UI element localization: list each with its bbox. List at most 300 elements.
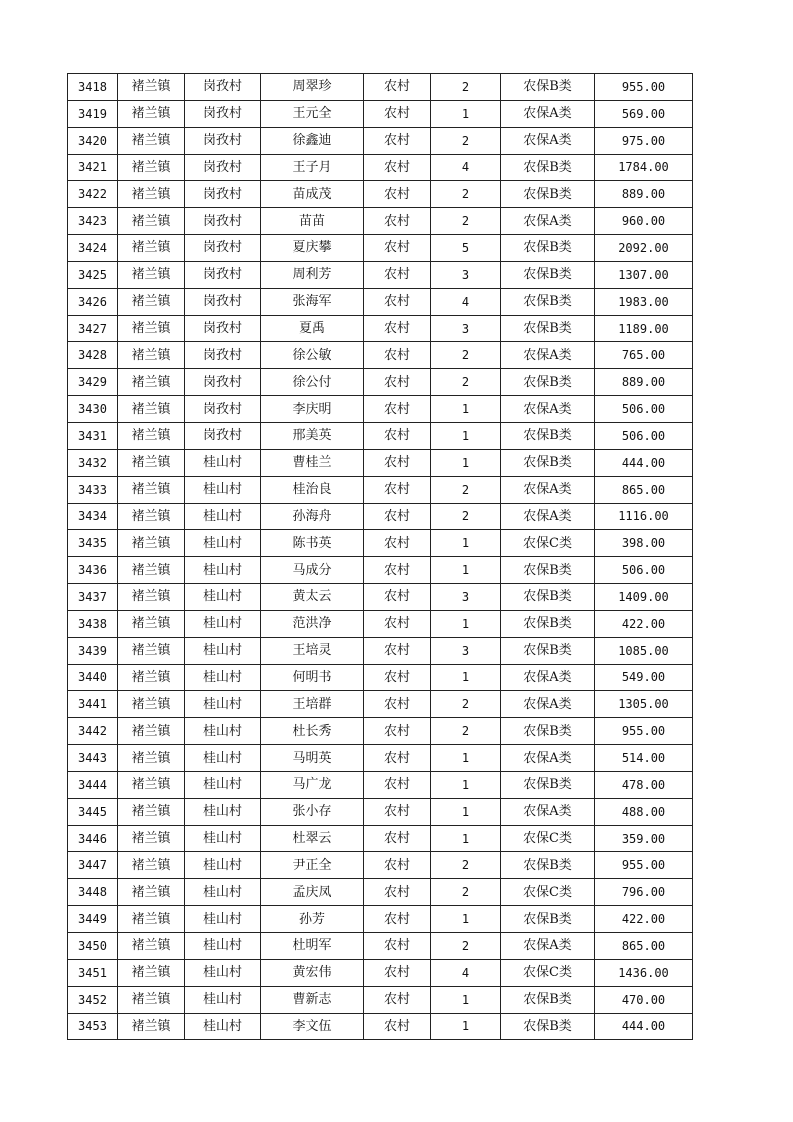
village-cell: 岗孜村 (185, 127, 261, 154)
insurance-category-cell: 农保B类 (501, 1013, 595, 1040)
insurance-category-cell: 农保C类 (501, 879, 595, 906)
table-row (68, 933, 693, 960)
serial-number-cell: 3434 (68, 503, 118, 530)
area-type-cell: 农村 (364, 718, 431, 745)
town-cell: 褚兰镇 (118, 100, 185, 127)
household-size-cell: 1 (431, 906, 501, 933)
household-size-cell: 1 (431, 422, 501, 449)
serial-number-cell: 3432 (68, 449, 118, 476)
serial-number-cell: 3436 (68, 557, 118, 584)
household-size-cell: 2 (431, 852, 501, 879)
table-row (68, 74, 693, 101)
area-type-cell: 农村 (364, 181, 431, 208)
insurance-category-cell: 农保A类 (501, 933, 595, 960)
village-cell: 岗孜村 (185, 235, 261, 262)
area-type-cell: 农村 (364, 288, 431, 315)
household-size-cell: 3 (431, 261, 501, 288)
name-cell: 李文伍 (261, 1013, 364, 1040)
town-cell: 褚兰镇 (118, 959, 185, 986)
name-cell: 黄宏伟 (261, 959, 364, 986)
village-cell: 岗孜村 (185, 154, 261, 181)
town-cell: 褚兰镇 (118, 422, 185, 449)
serial-number-cell: 3441 (68, 691, 118, 718)
insurance-category-cell: 农保B类 (501, 610, 595, 637)
household-size-cell: 2 (431, 208, 501, 235)
amount-cell: 506.00 (595, 422, 693, 449)
town-cell: 褚兰镇 (118, 584, 185, 611)
insurance-category-cell: 农保A类 (501, 745, 595, 772)
name-cell: 黄太云 (261, 584, 364, 611)
household-size-cell: 2 (431, 691, 501, 718)
serial-number-cell: 3435 (68, 530, 118, 557)
name-cell: 徐公敏 (261, 342, 364, 369)
area-type-cell: 农村 (364, 1013, 431, 1040)
amount-cell: 889.00 (595, 181, 693, 208)
insurance-category-cell: 农保B类 (501, 449, 595, 476)
village-cell: 桂山村 (185, 825, 261, 852)
town-cell: 褚兰镇 (118, 449, 185, 476)
household-size-cell: 4 (431, 288, 501, 315)
serial-number-cell: 3449 (68, 906, 118, 933)
insurance-category-cell: 农保A类 (501, 476, 595, 503)
name-cell: 徐鑫迪 (261, 127, 364, 154)
insurance-category-cell: 农保B类 (501, 261, 595, 288)
insurance-category-cell: 农保B类 (501, 181, 595, 208)
insurance-category-cell: 农保B类 (501, 235, 595, 262)
serial-number-cell: 3445 (68, 798, 118, 825)
amount-cell: 955.00 (595, 718, 693, 745)
serial-number-cell: 3429 (68, 369, 118, 396)
household-size-cell: 1 (431, 986, 501, 1013)
serial-number-cell: 3451 (68, 959, 118, 986)
town-cell: 褚兰镇 (118, 986, 185, 1013)
name-cell: 张小存 (261, 798, 364, 825)
town-cell: 褚兰镇 (118, 691, 185, 718)
household-size-cell: 1 (431, 610, 501, 637)
town-cell: 褚兰镇 (118, 852, 185, 879)
serial-number-cell: 3424 (68, 235, 118, 262)
amount-cell: 422.00 (595, 906, 693, 933)
name-cell: 徐公付 (261, 369, 364, 396)
household-size-cell: 1 (431, 1013, 501, 1040)
insurance-category-cell: 农保B类 (501, 986, 595, 1013)
table-row (68, 127, 693, 154)
village-cell: 岗孜村 (185, 181, 261, 208)
area-type-cell: 农村 (364, 557, 431, 584)
insurance-category-cell: 农保A类 (501, 664, 595, 691)
area-type-cell: 农村 (364, 74, 431, 101)
table-row (68, 610, 693, 637)
table-row (68, 557, 693, 584)
town-cell: 褚兰镇 (118, 503, 185, 530)
village-cell: 岗孜村 (185, 261, 261, 288)
table-row (68, 879, 693, 906)
area-type-cell: 农村 (364, 745, 431, 772)
village-cell: 桂山村 (185, 530, 261, 557)
serial-number-cell: 3438 (68, 610, 118, 637)
amount-cell: 444.00 (595, 1013, 693, 1040)
serial-number-cell: 3420 (68, 127, 118, 154)
name-cell: 孙芳 (261, 906, 364, 933)
amount-cell: 1784.00 (595, 154, 693, 181)
area-type-cell: 农村 (364, 879, 431, 906)
household-size-cell: 2 (431, 369, 501, 396)
name-cell: 杜明军 (261, 933, 364, 960)
table-row (68, 208, 693, 235)
name-cell: 尹正全 (261, 852, 364, 879)
household-size-cell: 4 (431, 959, 501, 986)
serial-number-cell: 3428 (68, 342, 118, 369)
village-cell: 桂山村 (185, 852, 261, 879)
town-cell: 褚兰镇 (118, 798, 185, 825)
table-row (68, 396, 693, 423)
amount-cell: 359.00 (595, 825, 693, 852)
village-cell: 桂山村 (185, 557, 261, 584)
town-cell: 褚兰镇 (118, 208, 185, 235)
village-cell: 岗孜村 (185, 369, 261, 396)
name-cell: 周翠珍 (261, 74, 364, 101)
table-row (68, 1013, 693, 1040)
village-cell: 岗孜村 (185, 342, 261, 369)
serial-number-cell: 3446 (68, 825, 118, 852)
table-row (68, 852, 693, 879)
insurance-category-cell: 农保A类 (501, 798, 595, 825)
town-cell: 褚兰镇 (118, 825, 185, 852)
serial-number-cell: 3452 (68, 986, 118, 1013)
insurance-category-cell: 农保A类 (501, 127, 595, 154)
table-row (68, 315, 693, 342)
village-cell: 桂山村 (185, 798, 261, 825)
insurance-category-cell: 农保B类 (501, 557, 595, 584)
household-size-cell: 1 (431, 771, 501, 798)
amount-cell: 1409.00 (595, 584, 693, 611)
insurance-category-cell: 农保B类 (501, 718, 595, 745)
serial-number-cell: 3421 (68, 154, 118, 181)
serial-number-cell: 3448 (68, 879, 118, 906)
amount-cell: 569.00 (595, 100, 693, 127)
village-cell: 桂山村 (185, 933, 261, 960)
table-row (68, 476, 693, 503)
insurance-category-cell: 农保B类 (501, 637, 595, 664)
village-cell: 岗孜村 (185, 288, 261, 315)
area-type-cell: 农村 (364, 208, 431, 235)
amount-cell: 398.00 (595, 530, 693, 557)
name-cell: 邢美英 (261, 422, 364, 449)
insurance-category-cell: 农保A类 (501, 342, 595, 369)
town-cell: 褚兰镇 (118, 261, 185, 288)
amount-cell: 422.00 (595, 610, 693, 637)
table-row (68, 154, 693, 181)
area-type-cell: 农村 (364, 261, 431, 288)
amount-cell: 1305.00 (595, 691, 693, 718)
serial-number-cell: 3431 (68, 422, 118, 449)
serial-number-cell: 3426 (68, 288, 118, 315)
table-body (68, 74, 693, 1040)
serial-number-cell: 3444 (68, 771, 118, 798)
area-type-cell: 农村 (364, 664, 431, 691)
area-type-cell: 农村 (364, 449, 431, 476)
village-cell: 桂山村 (185, 959, 261, 986)
table-row (68, 771, 693, 798)
area-type-cell: 农村 (364, 798, 431, 825)
insurance-category-cell: 农保B类 (501, 74, 595, 101)
name-cell: 马明英 (261, 745, 364, 772)
area-type-cell: 农村 (364, 906, 431, 933)
area-type-cell: 农村 (364, 933, 431, 960)
name-cell: 张海军 (261, 288, 364, 315)
town-cell: 褚兰镇 (118, 530, 185, 557)
amount-cell: 1983.00 (595, 288, 693, 315)
table-row (68, 745, 693, 772)
serial-number-cell: 3440 (68, 664, 118, 691)
area-type-cell: 农村 (364, 986, 431, 1013)
serial-number-cell: 3437 (68, 584, 118, 611)
town-cell: 褚兰镇 (118, 610, 185, 637)
town-cell: 褚兰镇 (118, 288, 185, 315)
town-cell: 褚兰镇 (118, 745, 185, 772)
area-type-cell: 农村 (364, 610, 431, 637)
insurance-category-cell: 农保C类 (501, 825, 595, 852)
insurance-category-cell: 农保C类 (501, 530, 595, 557)
insurance-category-cell: 农保A类 (501, 691, 595, 718)
town-cell: 褚兰镇 (118, 933, 185, 960)
table-row (68, 798, 693, 825)
household-size-cell: 1 (431, 100, 501, 127)
household-size-cell: 2 (431, 74, 501, 101)
household-size-cell: 2 (431, 342, 501, 369)
household-size-cell: 5 (431, 235, 501, 262)
amount-cell: 1436.00 (595, 959, 693, 986)
table-row (68, 100, 693, 127)
table-row (68, 530, 693, 557)
insurance-category-cell: 农保B类 (501, 154, 595, 181)
village-cell: 桂山村 (185, 691, 261, 718)
town-cell: 褚兰镇 (118, 181, 185, 208)
area-type-cell: 农村 (364, 637, 431, 664)
area-type-cell: 农村 (364, 852, 431, 879)
table-row (68, 906, 693, 933)
village-cell: 岗孜村 (185, 315, 261, 342)
serial-number-cell: 3425 (68, 261, 118, 288)
village-cell: 岗孜村 (185, 208, 261, 235)
amount-cell: 865.00 (595, 476, 693, 503)
amount-cell: 889.00 (595, 369, 693, 396)
town-cell: 褚兰镇 (118, 1013, 185, 1040)
area-type-cell: 农村 (364, 342, 431, 369)
table-row (68, 369, 693, 396)
household-size-cell: 2 (431, 879, 501, 906)
household-size-cell: 2 (431, 181, 501, 208)
town-cell: 褚兰镇 (118, 74, 185, 101)
name-cell: 夏庆攀 (261, 235, 364, 262)
serial-number-cell: 3450 (68, 933, 118, 960)
insurance-category-cell: 农保B类 (501, 771, 595, 798)
serial-number-cell: 3430 (68, 396, 118, 423)
insurance-category-cell: 农保A类 (501, 396, 595, 423)
area-type-cell: 农村 (364, 154, 431, 181)
name-cell: 杜长秀 (261, 718, 364, 745)
insurance-category-cell: 农保A类 (501, 100, 595, 127)
area-type-cell: 农村 (364, 584, 431, 611)
town-cell: 褚兰镇 (118, 396, 185, 423)
amount-cell: 796.00 (595, 879, 693, 906)
insurance-category-cell: 农保B类 (501, 422, 595, 449)
name-cell: 苗成茂 (261, 181, 364, 208)
village-cell: 桂山村 (185, 610, 261, 637)
table-row (68, 691, 693, 718)
area-type-cell: 农村 (364, 396, 431, 423)
village-cell: 桂山村 (185, 879, 261, 906)
amount-cell: 506.00 (595, 396, 693, 423)
serial-number-cell: 3443 (68, 745, 118, 772)
area-type-cell: 农村 (364, 235, 431, 262)
town-cell: 褚兰镇 (118, 154, 185, 181)
area-type-cell: 农村 (364, 959, 431, 986)
town-cell: 褚兰镇 (118, 771, 185, 798)
table-row (68, 235, 693, 262)
town-cell: 褚兰镇 (118, 557, 185, 584)
insurance-category-cell: 农保A类 (501, 208, 595, 235)
amount-cell: 549.00 (595, 664, 693, 691)
table-row (68, 986, 693, 1013)
area-type-cell: 农村 (364, 691, 431, 718)
name-cell: 王培灵 (261, 637, 364, 664)
amount-cell: 478.00 (595, 771, 693, 798)
household-size-cell: 2 (431, 718, 501, 745)
name-cell: 何明书 (261, 664, 364, 691)
serial-number-cell: 3423 (68, 208, 118, 235)
amount-cell: 975.00 (595, 127, 693, 154)
amount-cell: 955.00 (595, 74, 693, 101)
household-size-cell: 4 (431, 154, 501, 181)
insurance-category-cell: 农保B类 (501, 906, 595, 933)
town-cell: 褚兰镇 (118, 879, 185, 906)
village-cell: 桂山村 (185, 1013, 261, 1040)
village-cell: 岗孜村 (185, 396, 261, 423)
table-row (68, 261, 693, 288)
name-cell: 范洪净 (261, 610, 364, 637)
table-row (68, 584, 693, 611)
area-type-cell: 农村 (364, 369, 431, 396)
serial-number-cell: 3439 (68, 637, 118, 664)
name-cell: 周利芳 (261, 261, 364, 288)
amount-cell: 514.00 (595, 745, 693, 772)
name-cell: 陈书英 (261, 530, 364, 557)
town-cell: 褚兰镇 (118, 476, 185, 503)
name-cell: 王子月 (261, 154, 364, 181)
name-cell: 孙海舟 (261, 503, 364, 530)
village-cell: 岗孜村 (185, 100, 261, 127)
village-cell: 桂山村 (185, 906, 261, 933)
name-cell: 李庆明 (261, 396, 364, 423)
village-cell: 桂山村 (185, 986, 261, 1013)
serial-number-cell: 3442 (68, 718, 118, 745)
serial-number-cell: 3418 (68, 74, 118, 101)
name-cell: 孟庆凤 (261, 879, 364, 906)
insurance-category-cell: 农保C类 (501, 959, 595, 986)
table-row (68, 181, 693, 208)
town-cell: 褚兰镇 (118, 637, 185, 664)
amount-cell: 960.00 (595, 208, 693, 235)
table-row (68, 959, 693, 986)
insurance-category-cell: 农保B类 (501, 852, 595, 879)
serial-number-cell: 3447 (68, 852, 118, 879)
amount-cell: 1116.00 (595, 503, 693, 530)
name-cell: 桂治良 (261, 476, 364, 503)
name-cell: 曹桂兰 (261, 449, 364, 476)
area-type-cell: 农村 (364, 315, 431, 342)
amount-cell: 470.00 (595, 986, 693, 1013)
village-cell: 桂山村 (185, 771, 261, 798)
name-cell: 王元全 (261, 100, 364, 127)
area-type-cell: 农村 (364, 825, 431, 852)
village-cell: 桂山村 (185, 476, 261, 503)
household-size-cell: 3 (431, 637, 501, 664)
household-size-cell: 2 (431, 503, 501, 530)
household-size-cell: 3 (431, 315, 501, 342)
name-cell: 苗苗 (261, 208, 364, 235)
household-size-cell: 2 (431, 127, 501, 154)
village-cell: 桂山村 (185, 503, 261, 530)
amount-cell: 765.00 (595, 342, 693, 369)
document-sheet (67, 73, 693, 1040)
table-row (68, 637, 693, 664)
name-cell: 夏禹 (261, 315, 364, 342)
name-cell: 王培群 (261, 691, 364, 718)
amount-cell: 1307.00 (595, 261, 693, 288)
household-size-cell: 1 (431, 664, 501, 691)
insurance-category-cell: 农保B类 (501, 315, 595, 342)
area-type-cell: 农村 (364, 476, 431, 503)
household-size-cell: 1 (431, 449, 501, 476)
town-cell: 褚兰镇 (118, 369, 185, 396)
household-size-cell: 1 (431, 530, 501, 557)
amount-cell: 2092.00 (595, 235, 693, 262)
table-row (68, 718, 693, 745)
area-type-cell: 农村 (364, 503, 431, 530)
name-cell: 马广龙 (261, 771, 364, 798)
town-cell: 褚兰镇 (118, 127, 185, 154)
village-cell: 桂山村 (185, 745, 261, 772)
village-cell: 岗孜村 (185, 422, 261, 449)
household-size-cell: 1 (431, 798, 501, 825)
table-row (68, 503, 693, 530)
area-type-cell: 农村 (364, 422, 431, 449)
area-type-cell: 农村 (364, 530, 431, 557)
name-cell: 马成分 (261, 557, 364, 584)
table-row (68, 288, 693, 315)
village-cell: 桂山村 (185, 664, 261, 691)
household-size-cell: 1 (431, 557, 501, 584)
area-type-cell: 农村 (364, 771, 431, 798)
table-row (68, 342, 693, 369)
household-size-cell: 2 (431, 476, 501, 503)
area-type-cell: 农村 (364, 100, 431, 127)
insurance-category-cell: 农保B类 (501, 288, 595, 315)
relief-table (67, 73, 693, 1040)
serial-number-cell: 3419 (68, 100, 118, 127)
household-size-cell: 1 (431, 745, 501, 772)
amount-cell: 955.00 (595, 852, 693, 879)
village-cell: 岗孜村 (185, 74, 261, 101)
town-cell: 褚兰镇 (118, 342, 185, 369)
amount-cell: 865.00 (595, 933, 693, 960)
serial-number-cell: 3453 (68, 1013, 118, 1040)
serial-number-cell: 3427 (68, 315, 118, 342)
insurance-category-cell: 农保B类 (501, 369, 595, 396)
table-row (68, 825, 693, 852)
amount-cell: 488.00 (595, 798, 693, 825)
